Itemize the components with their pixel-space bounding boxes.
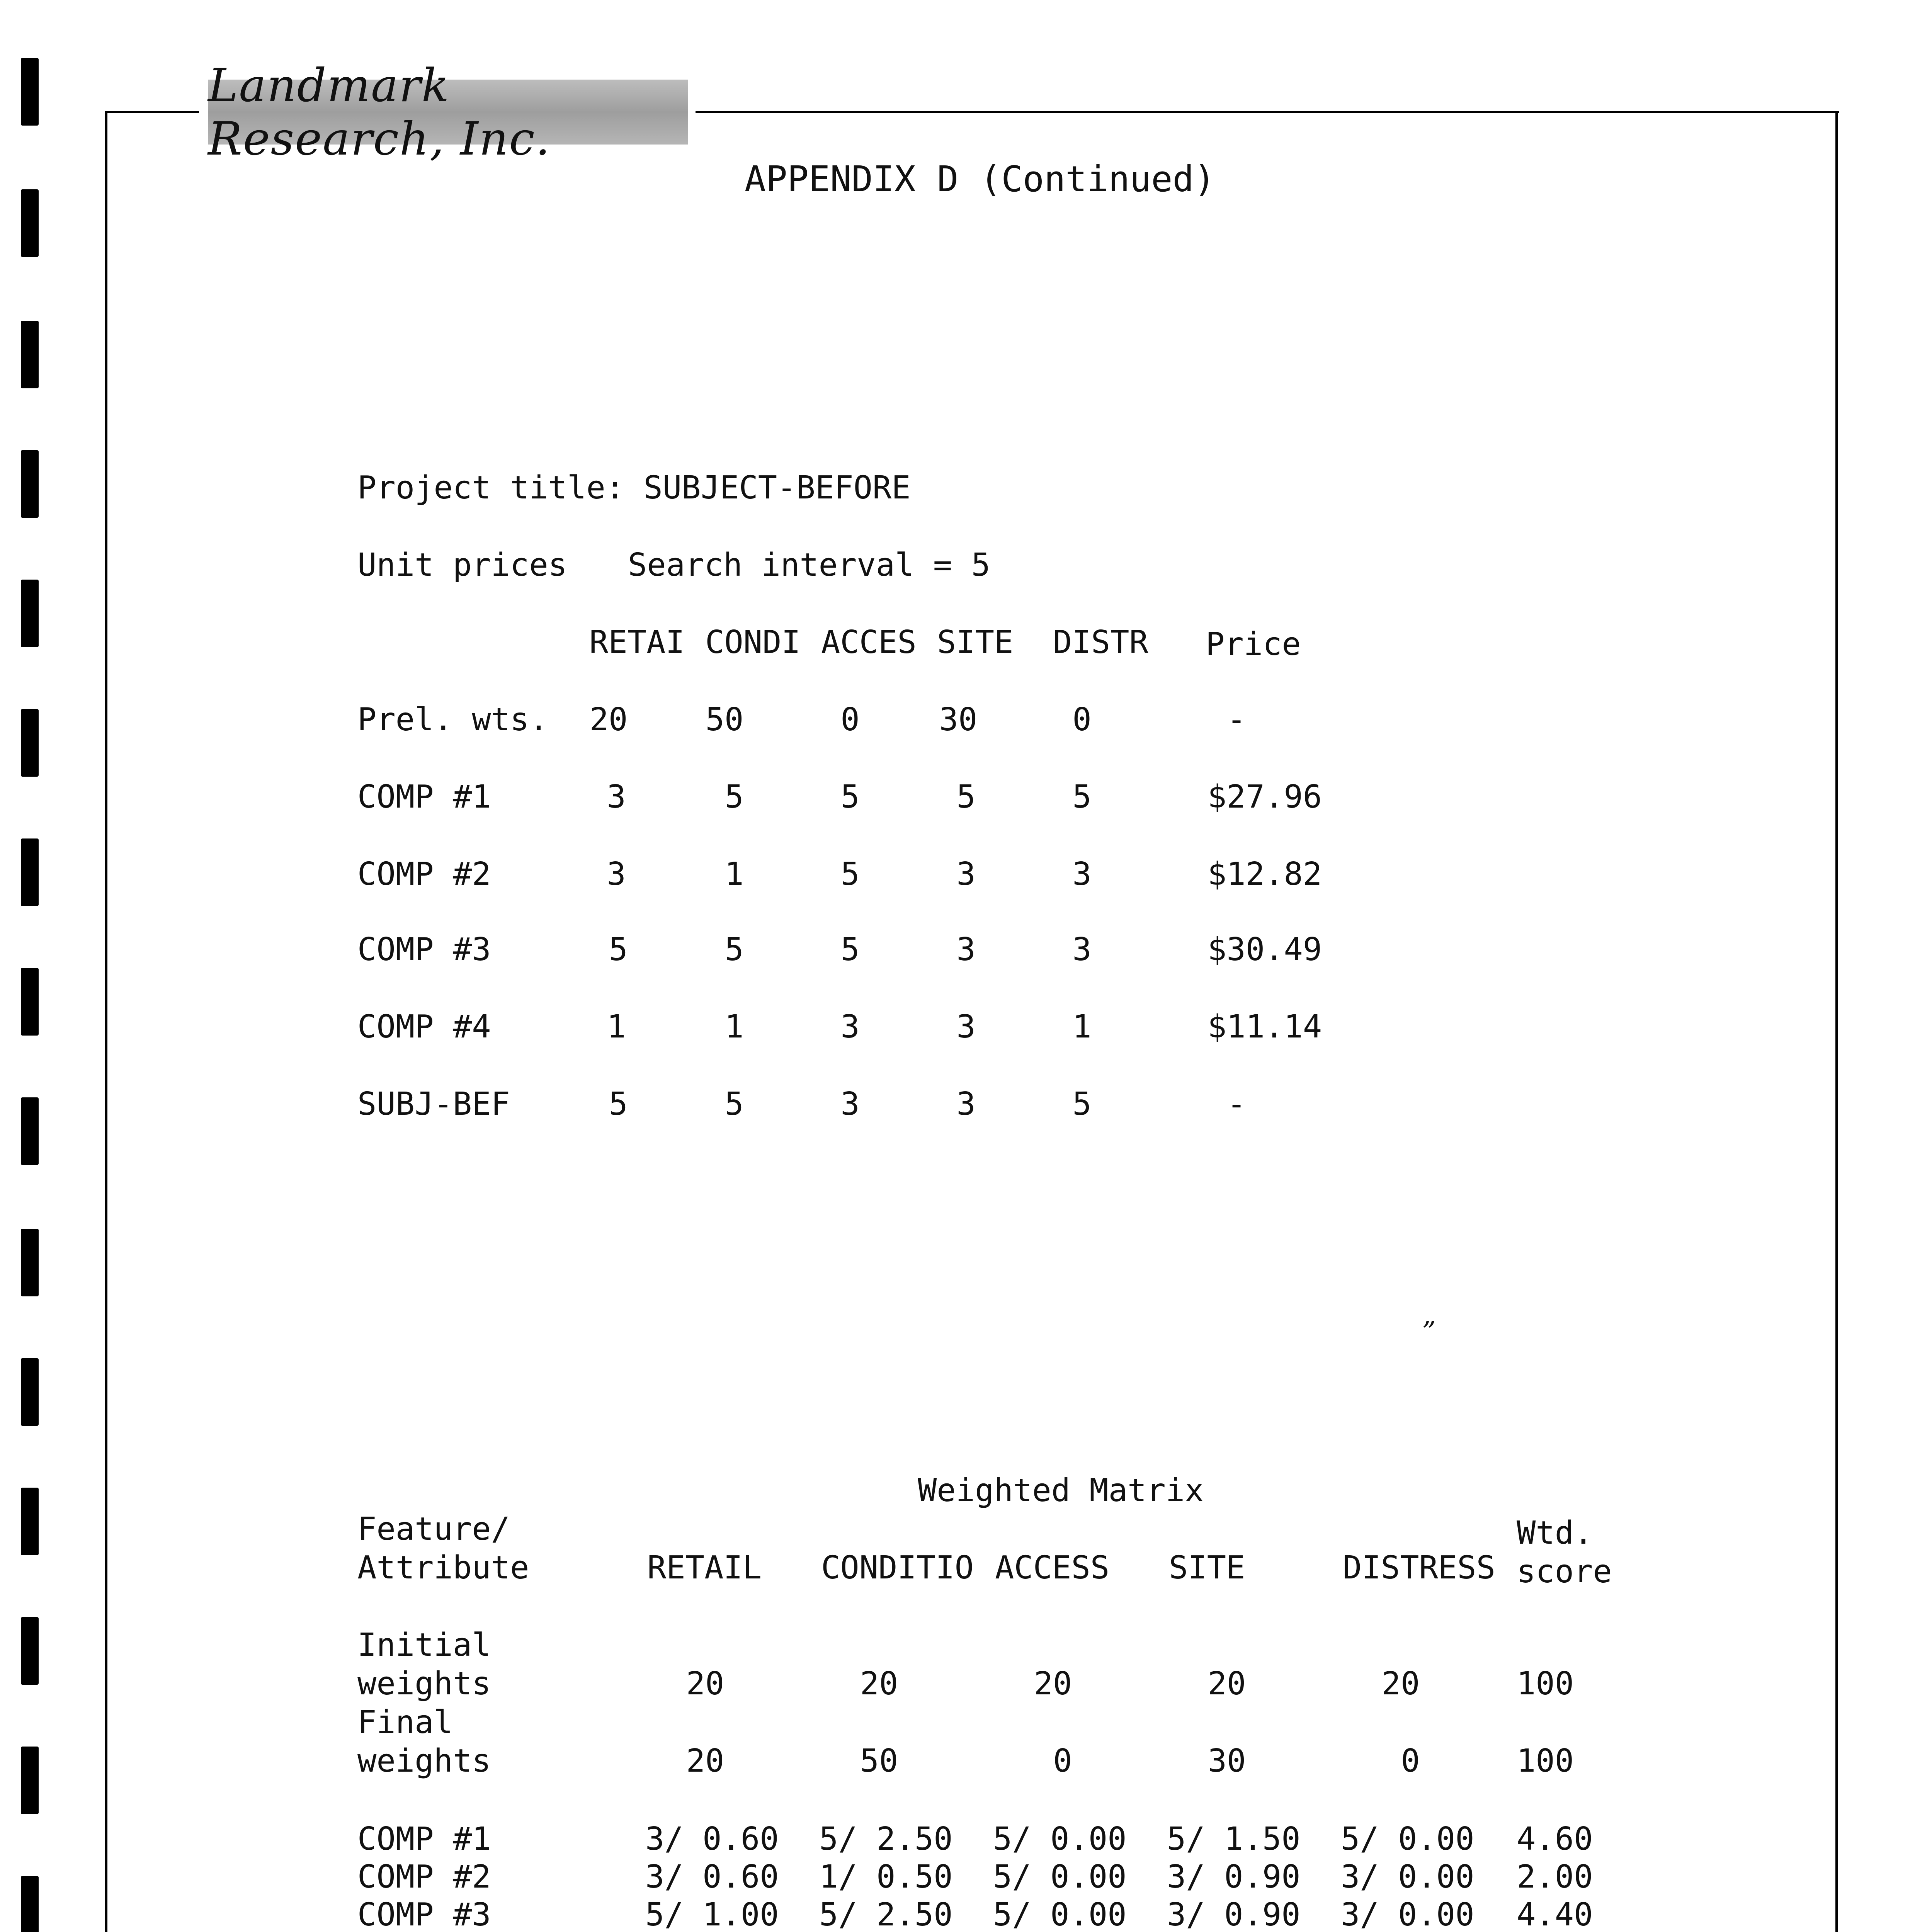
- table-cell: $12.82: [1208, 856, 1322, 893]
- table-cell: 5: [840, 779, 860, 815]
- matrix-cell: 100: [1517, 1743, 1574, 1779]
- column-header: Price: [1206, 626, 1301, 663]
- table-cell: 20: [589, 701, 628, 738]
- matrix-cell: 3/ 0.60: [645, 1821, 779, 1857]
- row-label: COMP #1: [357, 1821, 491, 1857]
- binder-hole: [21, 968, 39, 1036]
- attribute-label: Attribute: [357, 1549, 529, 1586]
- table-cell: 3: [956, 1086, 976, 1122]
- binder-hole: [21, 1617, 39, 1685]
- binder-hole: [21, 1229, 39, 1296]
- project-title: Project title: SUBJECT-BEFORE: [357, 469, 911, 506]
- matrix-cell: 50: [860, 1743, 898, 1779]
- row-label: COMP #3: [357, 931, 491, 968]
- matrix-cell: 5/ 0.00: [993, 1821, 1127, 1857]
- matrix-cell: 3/ 0.90: [1167, 1896, 1301, 1932]
- table-cell: 50: [705, 701, 744, 738]
- binder-hole: [21, 1358, 39, 1426]
- matrix-cell: 5/ 2.50: [819, 1896, 953, 1932]
- matrix-cell: 20: [1034, 1665, 1072, 1702]
- matrix-cell: 3/ 0.60: [645, 1859, 779, 1895]
- table-cell: 1: [724, 856, 744, 893]
- column-header: ACCES: [821, 624, 917, 661]
- table-cell: 5: [1072, 1086, 1092, 1122]
- binder-hole: [21, 1876, 39, 1932]
- table-cell: 5: [956, 779, 976, 815]
- binder-hole: [21, 321, 39, 388]
- frame-right: [1835, 111, 1838, 1932]
- matrix-cell: 20: [686, 1665, 724, 1702]
- weights-label: weights: [357, 1743, 491, 1779]
- matrix-cell: 5/ 0.00: [1341, 1821, 1475, 1857]
- binder-hole: [21, 580, 39, 647]
- table-cell: 5: [724, 931, 744, 968]
- matrix-cell: 5/ 0.00: [993, 1859, 1127, 1895]
- column-header: RETAI: [589, 624, 685, 661]
- matrix-cell: 1/ 0.50: [819, 1859, 953, 1895]
- table-cell: 1: [1072, 1009, 1092, 1045]
- table-cell: 5: [724, 1086, 744, 1122]
- row-label: SUBJ-BEF: [357, 1086, 510, 1122]
- table-cell: 3: [956, 1009, 976, 1045]
- table-cell: 3: [956, 931, 976, 968]
- column-header: SITE: [1169, 1549, 1245, 1586]
- row-label: COMP #2: [357, 856, 491, 893]
- row-label: COMP #2: [357, 1859, 491, 1895]
- table-cell: 5: [609, 1086, 628, 1122]
- stray-mark: ”: [1422, 1316, 1436, 1347]
- row-label: COMP #4: [357, 1009, 491, 1045]
- binder-hole: [21, 709, 39, 777]
- page-title: APPENDIX D (Continued): [744, 158, 1216, 200]
- column-header: CONDITIO: [821, 1549, 974, 1586]
- table-cell: 3: [607, 779, 626, 815]
- matrix-cell: 20: [1208, 1665, 1246, 1702]
- score-label: score: [1517, 1553, 1612, 1590]
- company-logo: [208, 59, 688, 165]
- binder-hole: [21, 58, 39, 126]
- matrix-cell: 30: [1208, 1743, 1246, 1779]
- search-interval: Search interval = 5: [628, 547, 990, 583]
- matrix-cell: 3/ 0.90: [1167, 1859, 1301, 1895]
- initial-label: Initial: [357, 1627, 491, 1663]
- table-cell: -: [1227, 701, 1246, 738]
- matrix-cell: 5/ 0.00: [993, 1896, 1127, 1932]
- table-cell: 30: [939, 701, 978, 738]
- column-header: DISTR: [1053, 624, 1148, 661]
- binder-hole: [21, 450, 39, 518]
- final-label: Final: [357, 1704, 453, 1741]
- table-cell: 5: [724, 779, 744, 815]
- column-header: SITE: [937, 624, 1014, 661]
- binder-hole: [21, 838, 39, 906]
- matrix-cell: 5/ 1.00: [645, 1896, 779, 1932]
- binder-hole: [21, 1747, 39, 1814]
- matrix-cell: 20: [860, 1665, 898, 1702]
- frame-left: [105, 111, 107, 1932]
- table-cell: 5: [840, 931, 860, 968]
- matrix-cell: 3/ 0.00: [1341, 1896, 1475, 1932]
- logo-text: Landmark Research, Inc.: [208, 59, 551, 165]
- unit-prices-label: Unit prices: [357, 547, 568, 583]
- matrix-cell: 0: [1053, 1743, 1072, 1779]
- matrix-cell: 100: [1517, 1665, 1574, 1702]
- table-cell: $11.14: [1208, 1009, 1322, 1045]
- table-cell: 3: [956, 856, 976, 893]
- weights-label: weights: [357, 1665, 491, 1702]
- matrix-cell: 4.60: [1517, 1821, 1593, 1857]
- table-cell: 3: [840, 1086, 860, 1122]
- table-cell: 3: [1072, 856, 1092, 893]
- table-cell: -: [1227, 1086, 1246, 1122]
- binder-hole: [21, 1488, 39, 1555]
- row-label: COMP #1: [357, 779, 491, 815]
- table-cell: $30.49: [1208, 931, 1322, 968]
- table-cell: 3: [1072, 931, 1092, 968]
- matrix-cell: 5/ 2.50: [819, 1821, 953, 1857]
- matrix-cell: 0: [1401, 1743, 1420, 1779]
- column-header: ACCESS: [995, 1549, 1110, 1586]
- table-cell: 5: [840, 856, 860, 893]
- matrix-cell: 2.00: [1517, 1859, 1593, 1895]
- table-cell: $27.96: [1208, 779, 1322, 815]
- column-header: RETAIL: [647, 1549, 762, 1586]
- table-cell: 0: [840, 701, 860, 738]
- table-cell: 5: [1072, 779, 1092, 815]
- table-cell: 3: [840, 1009, 860, 1045]
- wtd-label: Wtd.: [1517, 1515, 1593, 1551]
- table-cell: 1: [724, 1009, 744, 1045]
- column-header: CONDI: [705, 624, 801, 661]
- matrix-cell: 5/ 1.50: [1167, 1821, 1301, 1857]
- column-header: DISTRESS: [1343, 1549, 1495, 1586]
- frame-top-left: [106, 111, 199, 113]
- binder-hole: [21, 1097, 39, 1165]
- row-label: Prel. wts.: [357, 701, 548, 738]
- table-cell: 1: [607, 1009, 626, 1045]
- matrix-cell: 20: [1381, 1665, 1420, 1702]
- feature-label: Feature/: [357, 1511, 510, 1548]
- row-label: COMP #3: [357, 1896, 491, 1932]
- table-cell: 3: [607, 856, 626, 893]
- table-cell: 0: [1072, 701, 1092, 738]
- table-cell: 5: [609, 931, 628, 968]
- matrix-cell: 4.40: [1517, 1896, 1593, 1932]
- frame-top-right: [696, 111, 1839, 113]
- matrix-cell: 20: [686, 1743, 724, 1779]
- matrix-title: Weighted Matrix: [918, 1472, 1204, 1509]
- matrix-cell: 3/ 0.00: [1341, 1859, 1475, 1895]
